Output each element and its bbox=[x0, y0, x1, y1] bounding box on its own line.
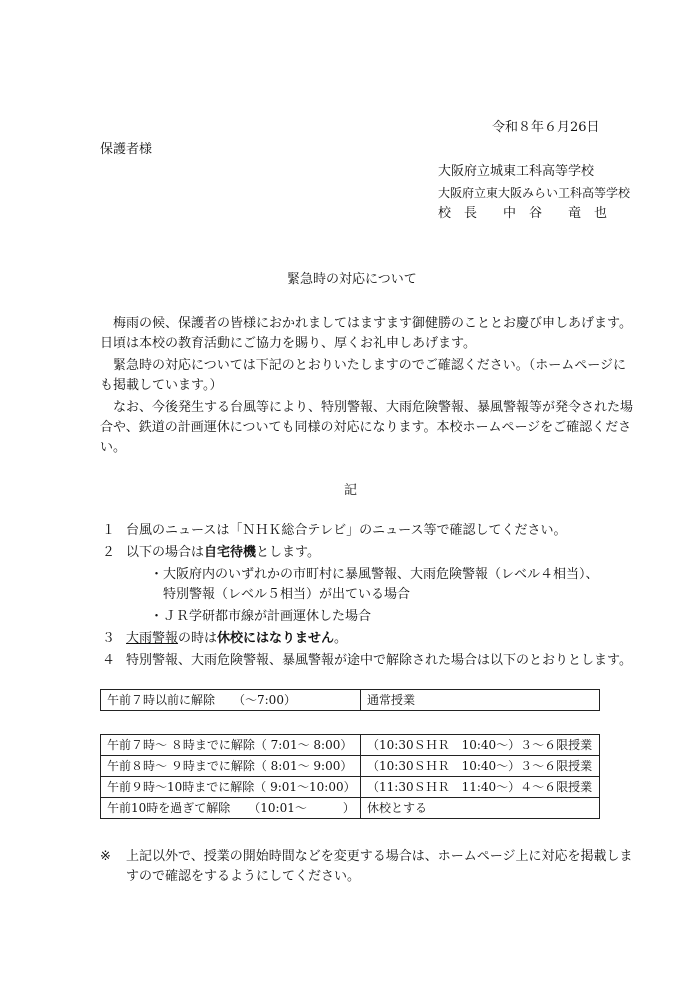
note-mark: ※ bbox=[100, 849, 111, 864]
document-title: 緊急時の対応について bbox=[287, 272, 417, 287]
item-text-bold: 自宅待機 bbox=[204, 545, 257, 560]
body-line: も掲載しています。） bbox=[100, 378, 223, 393]
principal-name: 中 谷 竜 也 bbox=[503, 206, 608, 221]
item-number: ２ bbox=[102, 545, 116, 560]
sub-item: 特別警報（レベル５相当）が出ている場合 bbox=[163, 587, 411, 602]
item-text-bold: 休校にはなりません bbox=[217, 631, 335, 646]
table-cell: 通常授業 bbox=[361, 690, 600, 711]
table-cell: （11:30ＳＨＲ 11:40〜）４〜６限授業 bbox=[361, 777, 600, 798]
document-date: 令和８年６月26日 bbox=[492, 120, 600, 135]
table-cell: 午前10時を過ぎて解除 （10:01〜 ） bbox=[101, 798, 361, 819]
item-text-part: とします。 bbox=[256, 545, 320, 560]
item-text-underline: 大雨警報 bbox=[126, 631, 179, 646]
item-number: １ bbox=[102, 523, 116, 538]
table-row bbox=[101, 756, 600, 777]
ki-heading: 記 bbox=[344, 483, 358, 498]
table-cell: （10:30ＳＨＲ 10:40〜）３〜６限授業 bbox=[361, 735, 600, 756]
body-line: 合や、鉄道の計画運休についても同様の対応になります。本校ホームページをご確認くださ bbox=[100, 420, 632, 435]
note-line: 上記以外で、授業の開始時間などを変更する場合は、ホームページ上に対応を掲載しま bbox=[126, 849, 633, 864]
item-text-part: 。 bbox=[334, 631, 348, 646]
recipient: 保護者様 bbox=[100, 142, 153, 157]
sender-school-1: 大阪府立城東工科高等学校 bbox=[438, 164, 595, 179]
note-line: すので確認をするようにしてください。 bbox=[126, 869, 361, 884]
release-table-2 bbox=[100, 734, 600, 819]
release-table-1 bbox=[100, 689, 600, 711]
table-cell: 午前９時〜10時までに解除（ 9:01〜10:00） bbox=[101, 777, 361, 798]
item-text: 特別警報、大雨危険警報、暴風警報が途中で解除された場合は以下のとおりとします。 bbox=[126, 653, 632, 668]
item-text-part: 以下の場合は bbox=[126, 545, 205, 560]
item-text: 台風のニュースは「ＮＨＫ総合テレビ」のニュース等で確認してください。 bbox=[126, 523, 567, 538]
table-cell: 午前８時〜 ９時までに解除（ 8:01〜 9:00） bbox=[101, 756, 361, 777]
body-line: い。 bbox=[100, 440, 127, 455]
table-cell: 午前７時以前に解除 （〜7:00） bbox=[101, 690, 361, 711]
table-cell: （10:30ＳＨＲ 10:40〜）３〜６限授業 bbox=[361, 756, 600, 777]
body-line: 梅雨の候、保護者の皆様におかれましてはますます御健勝のこととお慶び申しあげます。 bbox=[113, 316, 632, 331]
body-line: 日頃は本校の教育活動にご協力を賜り、厚くお礼申しあげます。 bbox=[100, 336, 476, 351]
sub-item: ・ＪＲ学研都市線が計画運休した場合 bbox=[150, 609, 372, 624]
sub-item: ・大阪府内のいずれかの市町村に暴風警報、大雨危険警報（レベル４相当）、 bbox=[150, 567, 599, 582]
table-row bbox=[101, 777, 600, 798]
table-cell: 午前７時〜 ８時までに解除（ 7:01〜 8:00） bbox=[101, 735, 361, 756]
item-text-part: の時は bbox=[178, 631, 218, 646]
table-cell: 休校とする bbox=[361, 798, 600, 819]
principal-title: 校 長 bbox=[438, 206, 478, 221]
body-line: なお、今後発生する台風等により、特別警報、大雨危険警報、暴風警報等が発令された場 bbox=[113, 400, 634, 415]
item-text bbox=[126, 543, 320, 563]
item-number: ３ bbox=[102, 631, 116, 646]
table-row bbox=[101, 690, 600, 711]
sender-school-2: 大阪府立東大阪みらい工科高等学校 bbox=[438, 186, 631, 200]
table-row bbox=[101, 798, 600, 819]
item-text bbox=[126, 629, 347, 649]
table-row bbox=[101, 735, 600, 756]
item-number: ４ bbox=[102, 653, 116, 668]
body-line: 緊急時の対応については下記のとおりいたしますのでご確認ください。（ホームページに bbox=[113, 358, 626, 373]
